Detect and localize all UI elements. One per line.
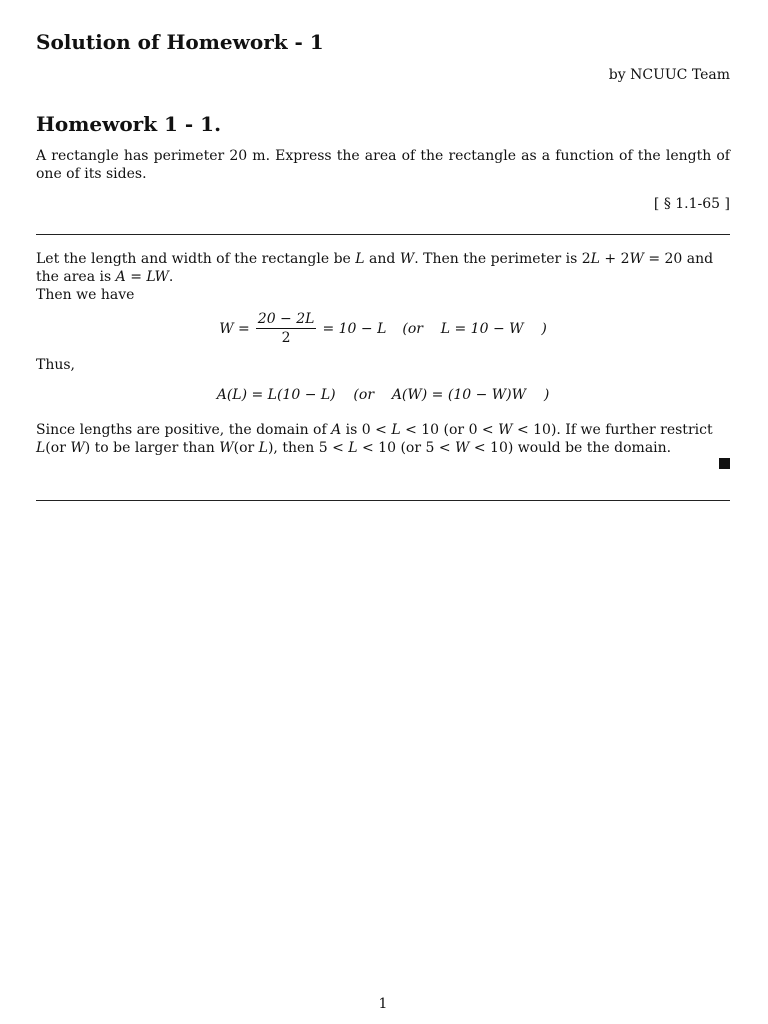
math-var: W — [455, 440, 470, 456]
math-var: L — [355, 251, 365, 267]
math-var: W — [70, 440, 85, 456]
text: < 10). If we further restrict — [512, 422, 713, 438]
equation-alternative: (or L = 10 − W ) — [402, 321, 547, 337]
qed-square-icon — [719, 458, 730, 469]
equation-area: A(L) = L(10 − L) (or A(W) = (10 − W)W ) — [216, 387, 550, 403]
math-var: W — [498, 422, 513, 438]
text: and — [364, 251, 400, 267]
text: (or — [45, 440, 71, 456]
equation-rhs: = 10 − L — [322, 321, 387, 337]
text: Let the length and width of the rectangle be — [36, 251, 356, 267]
document-title: Solution of Homework - 1 — [36, 30, 324, 54]
math-var: A — [115, 269, 126, 285]
math-var: L — [258, 440, 268, 456]
then-we-have-text: Then we have — [36, 287, 135, 303]
text: ) to be larger than — [84, 440, 220, 456]
solution-paragraph-domain — [36, 421, 730, 457]
bottom-divider — [36, 500, 730, 501]
page-number: 1 — [378, 996, 388, 1012]
text: < 10 (or 0 < — [400, 422, 499, 438]
math-var: LW — [146, 269, 169, 285]
math-var: L — [590, 251, 600, 267]
text: Since lengths are positive, the domain of — [36, 422, 332, 438]
text: . — [168, 269, 174, 285]
math-var: L — [36, 440, 46, 456]
fraction-denominator: 2 — [281, 330, 291, 346]
math-var: W — [219, 440, 234, 456]
problem-reference: [ § 1.1-65 ] — [653, 196, 730, 212]
text: . Then the perimeter is 2 — [414, 251, 591, 267]
thus-text: Thus, — [36, 357, 76, 373]
solution-paragraph-1 — [36, 250, 730, 304]
text: is 0 < — [341, 422, 392, 438]
fraction-numerator: 20 − 2L — [257, 311, 315, 327]
equation-lhs: W = — [219, 321, 250, 337]
text: + 2 — [599, 251, 630, 267]
math-var: L — [391, 422, 401, 438]
text: < 10 (or 5 < — [357, 440, 456, 456]
text: (or — [233, 440, 259, 456]
text: = 20 and the area is — [36, 251, 714, 285]
section-title: Homework 1 - 1. — [36, 112, 222, 136]
math-var: W — [629, 251, 644, 267]
text: < 10) would be the domain. — [469, 440, 672, 456]
text: = — [125, 269, 147, 285]
top-divider — [36, 234, 730, 235]
equation-width — [36, 311, 730, 347]
text: ), then 5 < — [267, 440, 349, 456]
math-var: W — [399, 251, 415, 267]
math-var: A — [331, 422, 342, 438]
problem-statement: A rectangle has perimeter 20 m. Express the area of the rectangle as a function of the length of one of its sides. — [36, 148, 730, 182]
math-var: L — [348, 440, 358, 456]
document-page — [36, 0, 730, 1024]
author-line: by NCUUC Team — [608, 67, 730, 83]
fraction — [256, 311, 317, 347]
